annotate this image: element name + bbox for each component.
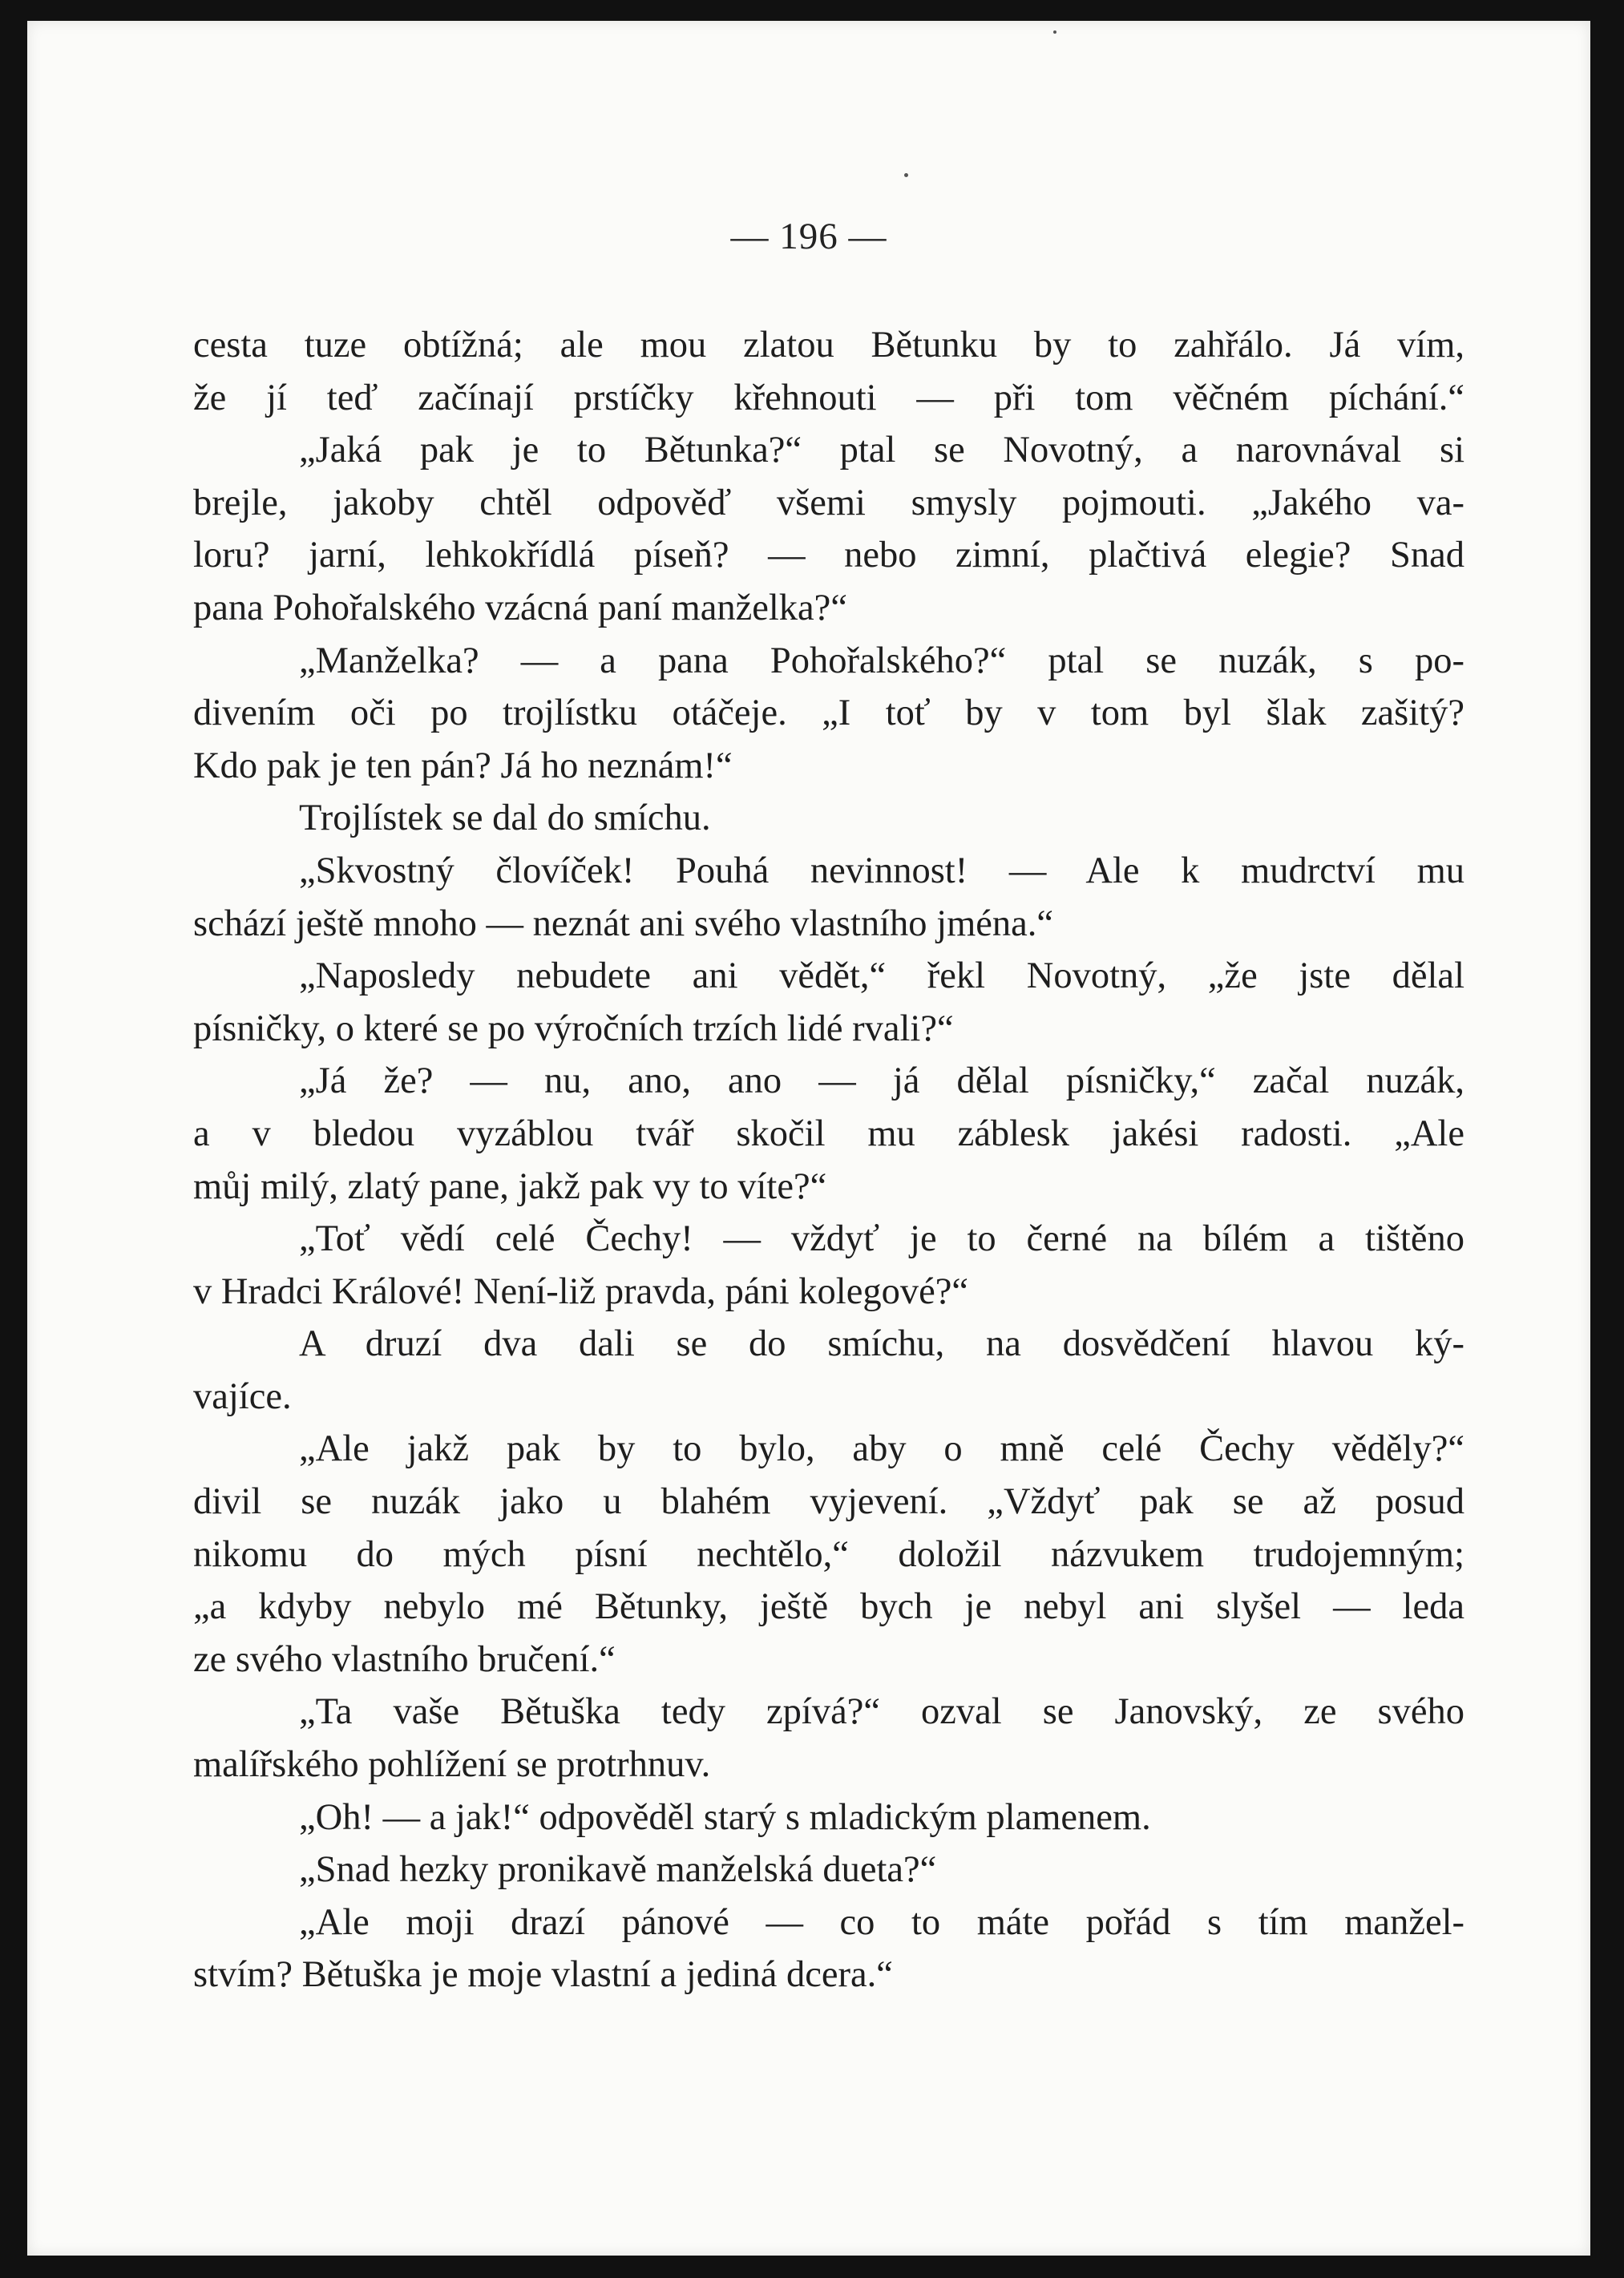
text-line: „Jaká pak je to Bětunka?“ ptal se Novotný, a narovnával si (299, 430, 1464, 471)
text-line: můj milý, zlatý pane, jakž pak vy to víte?“ (193, 1165, 827, 1207)
body-text (193, 319, 1464, 2001)
text-line: ze svého vlastního bručení.“ (193, 1638, 616, 1680)
text-line: „Skvostný človíček! Pouhá nevinnost! — Ale k mudrctví mu (299, 850, 1464, 891)
text-line: „a kdyby nebylo mé Bětunky, ještě bych je nebyl ani slyšel — leda (193, 1586, 1464, 1628)
text-line: divil se nuzák jako u blahém vyjevení. „Vždyť pak se až posud (193, 1481, 1464, 1523)
text-line: Kdo pak je ten pán? Já ho neznám!“ (193, 745, 733, 786)
text-line: nikomu do mých písní nechtělo,“ doložil názvukem trudojemným; (193, 1533, 1464, 1575)
text-line: v Hradci Králové! Není-liž pravda, páni kolegové?“ (193, 1270, 969, 1312)
text-line: malířského pohlížení se protrhnuv. (193, 1744, 711, 1786)
text-line: pana Pohořalského vzácná paní manželka?“ (193, 587, 847, 628)
text-line: „Snad hezky pronikavě manželská dueta?“ (299, 1849, 937, 1891)
dust-speck (904, 173, 908, 177)
text-line: „Manželka? — a pana Pohořalského?“ ptal se nuzák, s po- (299, 640, 1464, 681)
text-line: „Naposledy nebudete ani vědět,“ řekl Novotný, „že jste dělal (299, 955, 1464, 997)
text-line: brejle, jakoby chtěl odpověď všemi smysly pojmouti. „Jakého va- (193, 482, 1464, 523)
text-line: „Oh! — a jak!“ odpověděl starý s mladickým plamenem. (299, 1796, 1151, 1838)
text-line: „Ale jakž pak by to bylo, aby o mně celé Čechy věděly?“ (299, 1428, 1464, 1470)
text-line: „Toť vědí celé Čechy! — vždyť je to černé na bílém a tištěno (299, 1218, 1464, 1260)
text-line: schází ještě mnoho — neznát ani svého vlastního jména.“ (193, 903, 1054, 944)
dust-speck (1053, 30, 1056, 34)
text-line: písničky, o které se po výročních trzích lidé rvali?“ (193, 1008, 954, 1049)
text-line: že jí teď začínají prstíčky křehnouti — při tom věčném píchání.“ (193, 377, 1464, 418)
text-line: vajíce. (193, 1375, 292, 1417)
text-line: a v bledou vyzáblou tvář skočil mu záblesk jakési radosti. „Ale (193, 1113, 1464, 1154)
text-line: „Já že? — nu, ano, ano — já dělal písničky,“ začal nuzák, (299, 1060, 1464, 1102)
text-line: „Ale moji drazí pánové — co to máte pořád s tím manžel- (299, 1901, 1464, 1943)
text-line: loru? jarní, lehkokřídlá píseň? — nebo zimní, plačtivá elegie? Snad (193, 535, 1464, 576)
text-line: „Ta vaše Bětuška tedy zpívá?“ ozval se Janovský, ze svého (299, 1691, 1464, 1733)
text-line: stvím? Bětuška je moje vlastní a jediná dcera.“ (193, 1954, 893, 1996)
book-page (27, 21, 1590, 2256)
page-number: — 196 — (730, 216, 887, 257)
text-line: cesta tuze obtížná; ale mou zlatou Bětunku by to zahřálo. Já vím, (193, 325, 1464, 366)
text-line: Trojlístek se dal do smíchu. (299, 798, 711, 839)
text-line: divením oči po trojlístku otáčeje. „I toť by v tom byl šlak zašitý? (193, 693, 1464, 734)
text-line: A druzí dva dali se do smíchu, na dosvědčení hlavou ký- (299, 1323, 1464, 1365)
